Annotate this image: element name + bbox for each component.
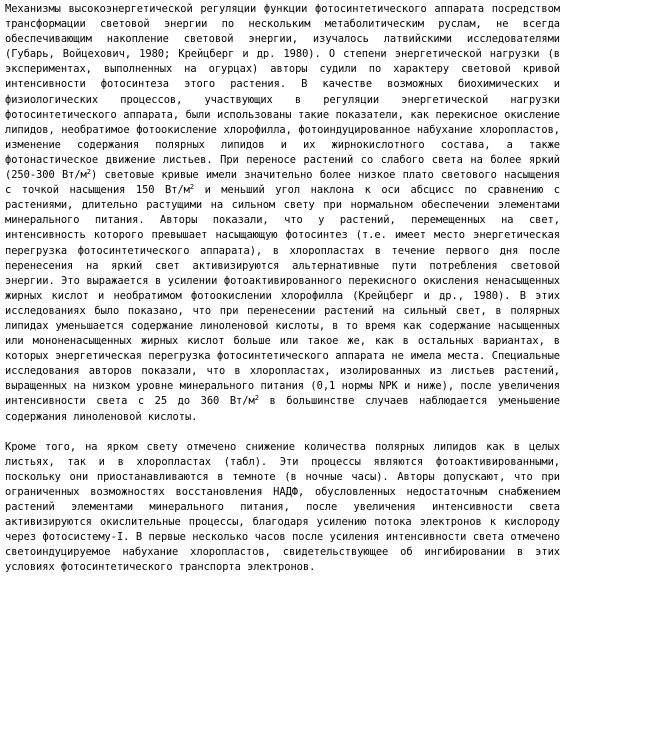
paragraph-1-text-1: Механизмы высокоэнергетической регуляции функции фотосинтетического аппарата посредством трансформации световой энергии по нескольким метаболитическим руслам, не всегда обеспечивающим накопление световой энергии, изучалось латвийскими исследователями (Губарь, Войцехович, 1980; Крейцберг и др. 1980). О степени энергетической нагрузки (в экспериментах, выполненных на огурцах) авторы судили по характеру световой кривой интенсивности фотосинтеза этого растения. В качестве возможных биохимических и физиологических процессов, участвующих в регуляции энергетической нагрузки фотосинтетического аппарата, были использованы такие показатели, как перекисное окисление липидов, необратимое фотоокисление хлорофилла, фотоиндуцированное набухание хлоропластов, изменение содержания полярных липидов и их жирнокислотного состава, а также фотонастическое движение листьев. При переносе растений со слабого света на более яркий (250-300 Вт/м [5,3,560,182]
superscript-squared-2: 2 [189,183,195,192]
superscript-squared-3: 2 [254,394,259,403]
paragraph-1-text-3: и меньший угол наклона к оси абсцисс по сравнению с растениями, длительно растущими на сильном свету при нормальном обеспечении элементами минерального питания. Авторы показали, что у растений, перемещенных на свет, интенсивность которого превышает насыщающую фотосинтез (т.е. имеет место энергетическая перегрузка фотосинтетического аппарата), в хлоропластах в течение первого дня после перенесения на яркий свет активизируются альтернативные пути потребления световой энергии. Это выражается в усилении фотоактивированного перекисного окисления ненасыщенных жирных кислот и необратимом фотоокислении хлорофилла (Крейцберг и др., 1980). В этих исследованиях было показано, что при перенесении растений на сильный свет, в полярных липидах уменьшается содержание линоленовой кислоты, в то время как содержание насыщенных или мононенасыщенных жирных кислот больше или такое же, как в остальных вариантах, в которых энергетическая перегрузка фотосинтетического аппарата не имела места. Специальные исследования авторов показали, что в хлоропластах, изолированных из листьев растений, выращенных на низком уровне минерального питания (0,1 нормы NPK и ниже), после увеличения интенсивности света с 25 до 360 Вт/м [5,184,560,408]
paragraph-1-text-4: в большинстве случаев наблюдается уменьшение содержания линоленовой кислоты. [5,395,561,423]
paragraph-1-text-2: ) световые кривые имели значительно более низкое плато светового насыщения с точкой насыщения 150 Вт/м [5,169,560,197]
paragraph-2: Кроме того, на ярком свету отмечено снижение количества полярных липидов как в целых листьях, так и в хлоропластах (табл). Эти процессы являются фотоактивированными, поскольку они приостанавливаются в темноте (в ночные часы). Авторы допускают, что при ограниченных возможностях восстановления НАДФ, обусловленных недостаточным снабжением растений элементами минерального питания, после увеличения интенсивности света активизируются окислительные процессы, благодаря усилению потока электронов к кислороду через фотосистему-I. В первые несколько часов после усиления интенсивности света отмечено светоиндуцируемое набухание хлоропластов, свидетельствующее об ингибировании в этих условиях фотосинтетического транспорта электронов. [5,440,560,574]
superscript-squared-1: 2 [86,168,91,177]
paragraph-1 [5,2,560,425]
document-body [5,2,560,576]
